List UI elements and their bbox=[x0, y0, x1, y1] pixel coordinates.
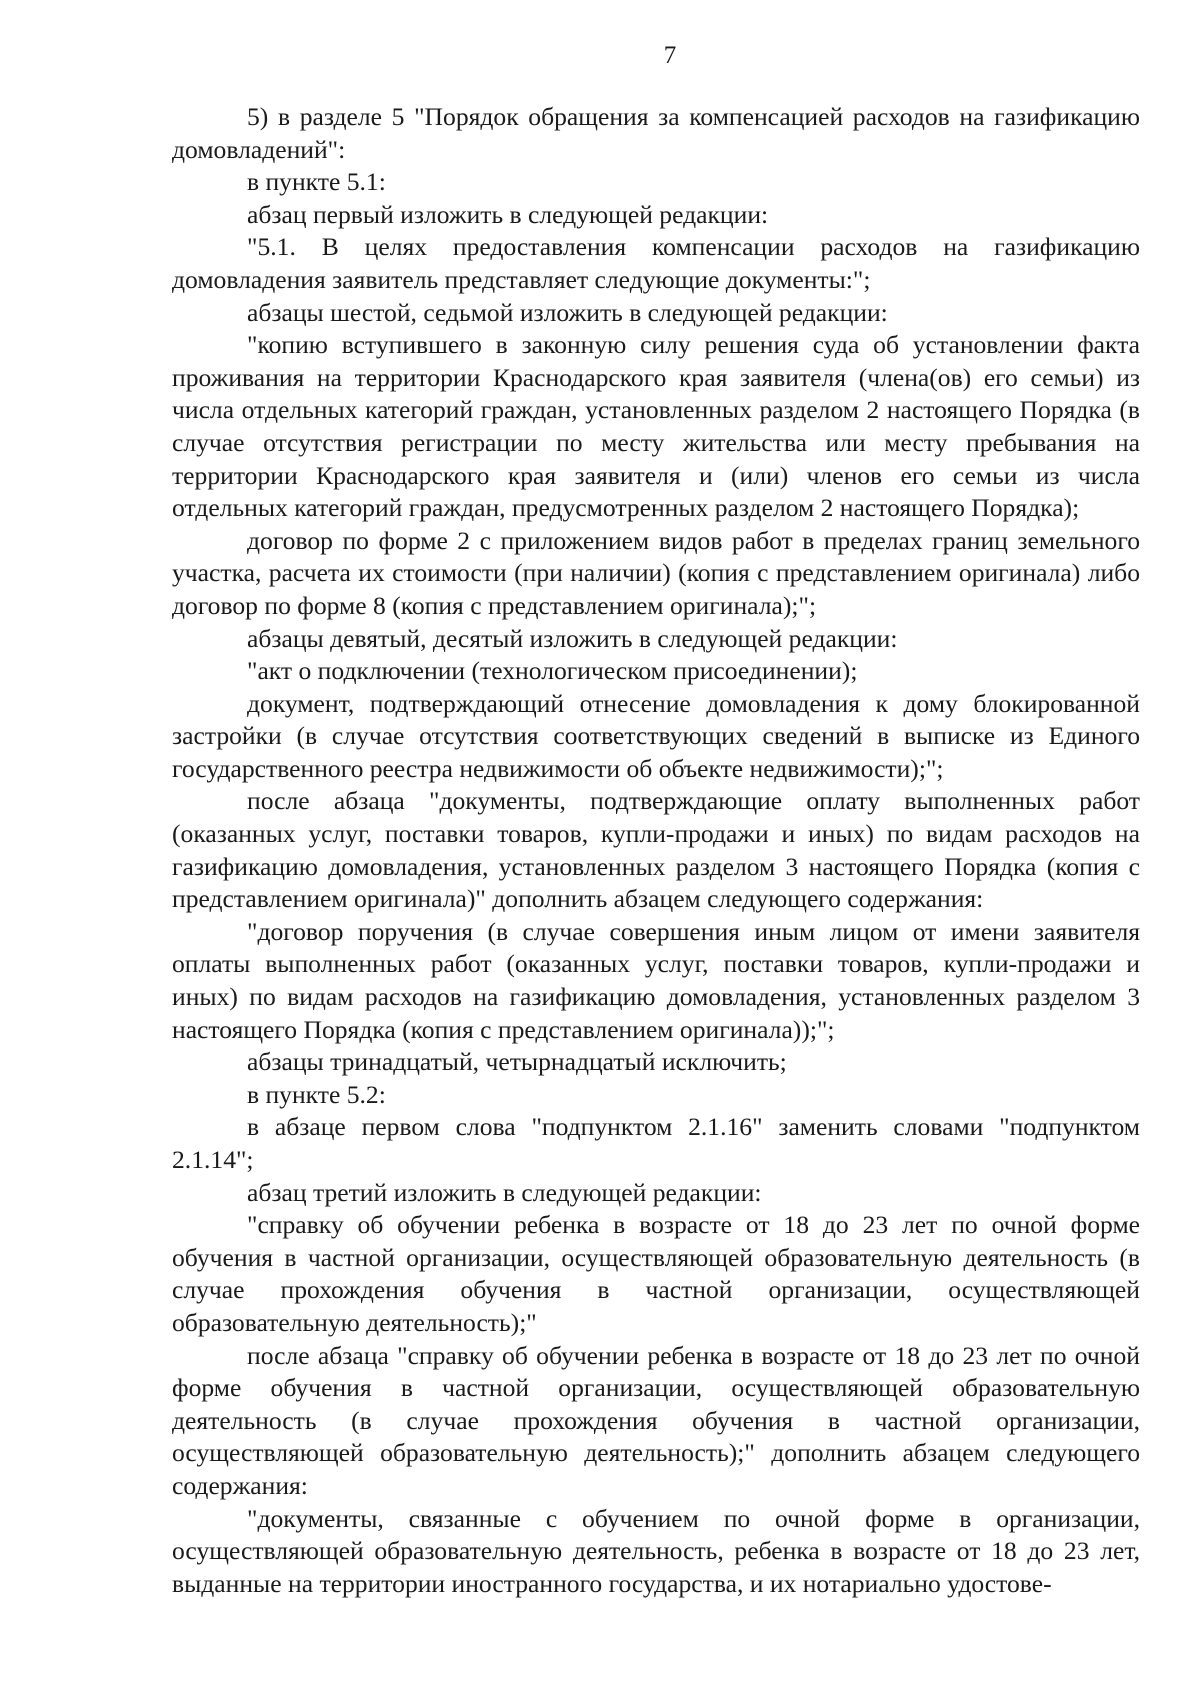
paragraph: абзацы шестой, седьмой изложить в следующей редакции: bbox=[247, 297, 888, 327]
paragraph: документ, подтверждающий отнесение домовладения к дому блокированной застройки (в случае отсутствия соответствующих сведений в выписке из Единого государственного реестра недвижимости об объекте недвижимости);"; bbox=[172, 688, 1140, 783]
document-body bbox=[172, 101, 1140, 1600]
paragraph: после абзаца "справку об обучении ребенка в возрасте от 18 до 23 лет по очной форме обучения в частной организации, осуществляющей образовательную деятельность (в случае прохождения обучения в частной организации, осуществляющей образовательную деятельность);" дополнить абзацем следующего содержания: bbox=[172, 1340, 1140, 1500]
paragraph: в абзаце первом слова "подпунктом 2.1.16" заменить словами "подпунктом 2.1.14"; bbox=[172, 1112, 1140, 1174]
paragraph: "акт о подключении (технологическом присоединении); bbox=[247, 656, 858, 686]
paragraph: абзац первый изложить в следующей редакции: bbox=[247, 199, 769, 229]
paragraph: "5.1. В целях предоставления компенсации расходов на газификацию домовладения заявитель представляет следующие документы:"; bbox=[172, 232, 1140, 294]
paragraph: договор по форме 2 с приложением видов работ в пределах границ земельного участка, расчета их стоимости (при наличии) (копия с представлением оригинала) либо договор по форме 8 (копия с представлением оригинала);"; bbox=[172, 525, 1140, 620]
paragraph: в пункте 5.2: bbox=[247, 1079, 386, 1109]
paragraph: "документы, связанные с обучением по очной форме в организации, осуществляющей образовательную деятельность, ребенка в возрасте от 18 до 23 лет, выданные на территории иностранного государства, и их нотариально удостове- bbox=[172, 1503, 1140, 1598]
paragraph: абзац третий изложить в следующей редакции: bbox=[247, 1177, 762, 1207]
page-number: 7 bbox=[663, 42, 677, 69]
paragraph: после абзаца "документы, подтверждающие оплату выполненных работ (оказанных услуг, поставки товаров, купли-продажи и иных) по видам расходов на газификацию домовладения, установленных разделом 3 настоящего Порядка (копия с представлением оригинала)" дополнить абзацем следующего содержания: bbox=[172, 786, 1140, 914]
paragraph: "справку об обучении ребенка в возрасте от 18 до 23 лет по очной форме обучения в частной организации, осуществляющей образовательную деятельность (в случае прохождения обучения в частной организации, осуществляющей образовательную деятельность);" bbox=[172, 1210, 1140, 1337]
paragraph: 5) в разделе 5 "Порядок обращения за компенсацией расходов на газификацию домовладений": bbox=[172, 102, 1140, 164]
paragraph: абзацы тринадцатый, четырнадцатый исключить; bbox=[247, 1047, 787, 1077]
paragraph: в пункте 5.1: bbox=[247, 167, 386, 197]
paragraph: абзацы девятый, десятый изложить в следующей редакции: bbox=[247, 623, 898, 653]
paragraph: "копию вступившего в законную силу решения суда об установлении факта проживания на территории Краснодарского края заявителя (члена(ов) его семьи) из числа отдельных категорий граждан, установленных разделом 2 настоящего Порядка (в случае отсутствия регистрации по месту жительства или месту пребывания на территории Краснодарского края заявителя и (или) членов его семьи из числа отдельных категорий граждан, предусмотренных разделом 2 настоящего Порядка); bbox=[172, 330, 1140, 523]
paragraph: "договор поручения (в случае совершения иным лицом от имени заявителя оплаты выполненных работ (оказанных услуг, поставки товаров, купли-продажи и иных) по видам расходов на газификацию домовладения, установленных разделом 3 настоящего Порядка (копия с представлением оригинала));"; bbox=[172, 916, 1140, 1044]
